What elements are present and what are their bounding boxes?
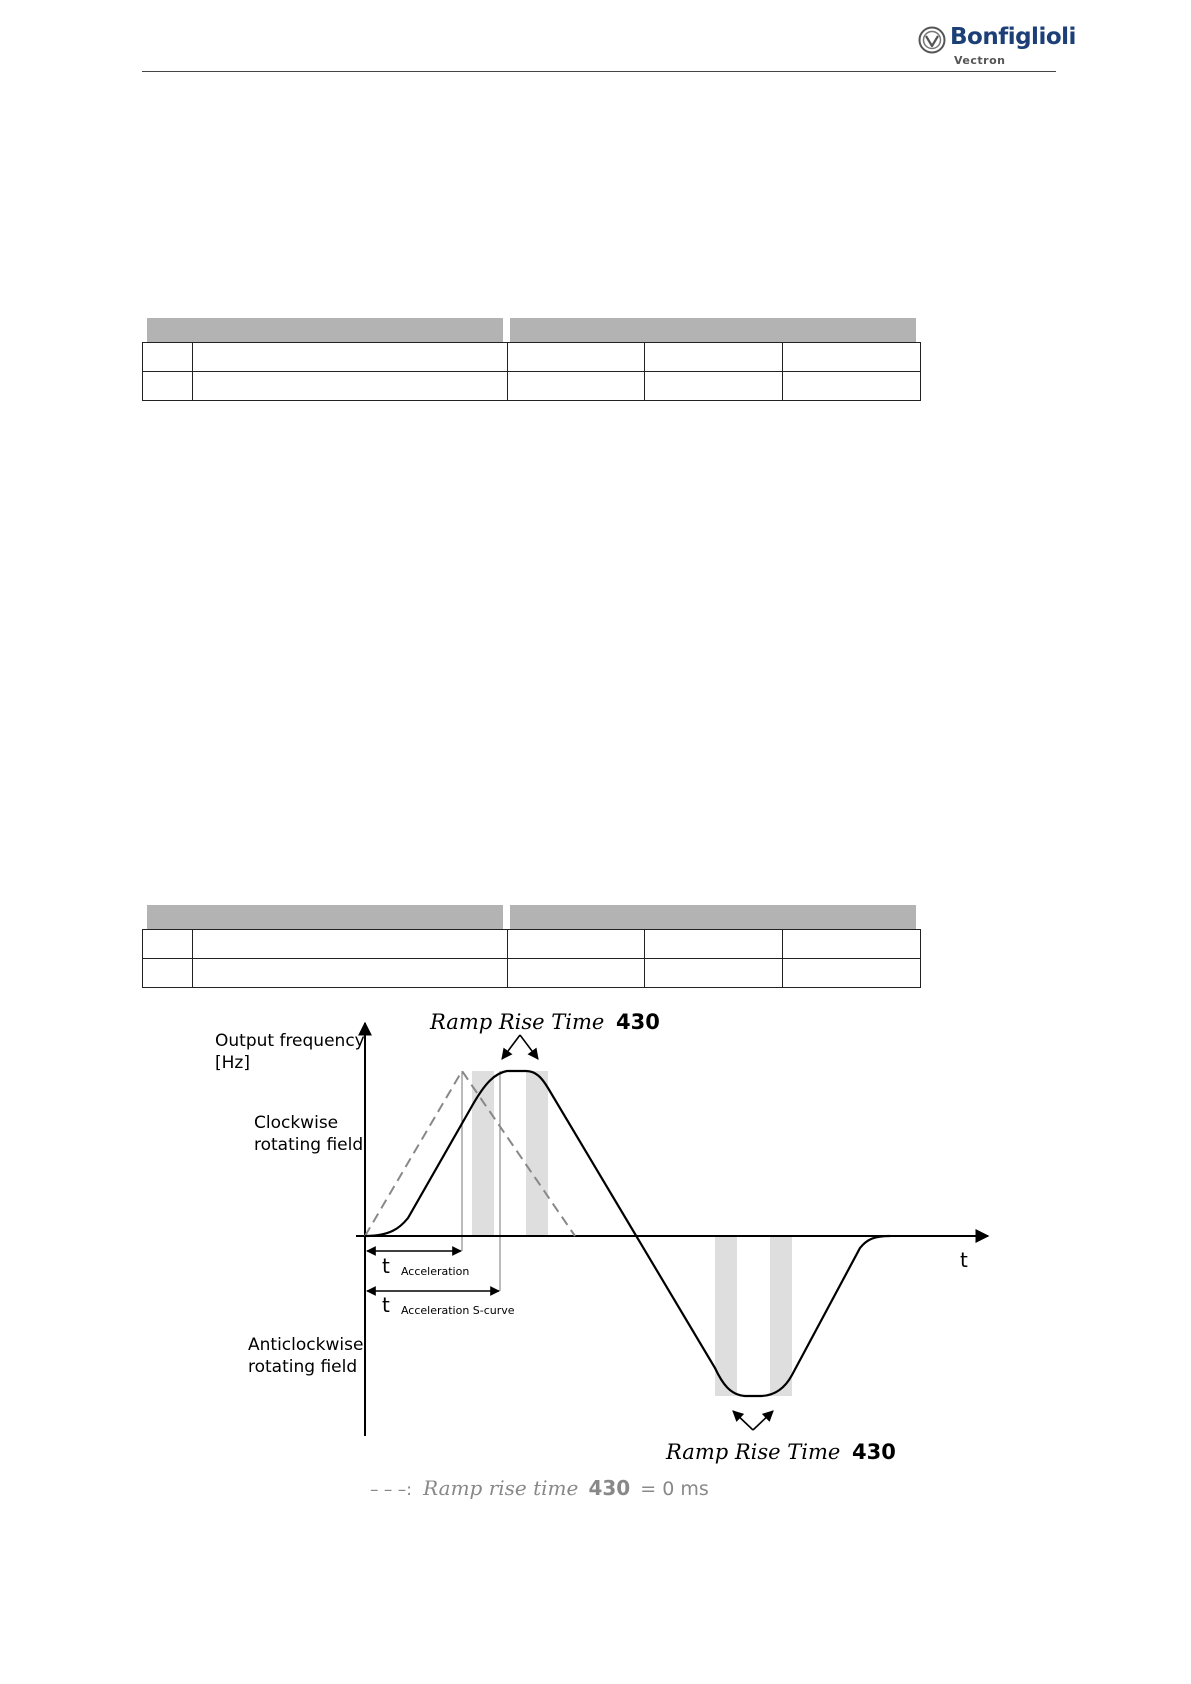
table-cell: [143, 343, 193, 372]
table-cell: [507, 930, 645, 959]
table-row: [143, 930, 921, 959]
table-body: [142, 929, 921, 988]
table-cell: [507, 959, 645, 988]
anticlockwise-label-2: rotating field: [248, 1357, 358, 1377]
t-scurve-label: [382, 1293, 515, 1317]
ramp-label-top-text: Ramp Rise Time: [430, 1010, 605, 1034]
table-body: [142, 342, 921, 401]
table-cell: [143, 930, 193, 959]
s-curve-zone: [526, 1071, 548, 1236]
t-scurve-main: t: [382, 1293, 390, 1317]
table-cell: [192, 930, 507, 959]
legend-marker: – – –:: [370, 1480, 413, 1500]
ramp-rise-time-diagram: [215, 1003, 990, 1508]
table-cell: [507, 343, 645, 372]
table-header: [142, 905, 921, 929]
clockwise-label: Clockwise: [254, 1113, 339, 1133]
table-cell: [192, 343, 507, 372]
ramp-label-top-num: 430: [616, 1010, 660, 1034]
ramp-label-bottom-text: Ramp Rise Time: [666, 1440, 841, 1464]
s-curve-zone: [472, 1071, 494, 1236]
table-header-right: [510, 905, 916, 929]
table-cell: [192, 372, 507, 401]
table-cell: [143, 372, 193, 401]
x-axis-label: t: [960, 1248, 968, 1272]
table-cell: [783, 372, 921, 401]
ramp-label-bottom-num: 430: [852, 1440, 896, 1464]
ramp-bottom-arrow-right: [753, 1411, 773, 1430]
table-cell: [645, 930, 783, 959]
table-cell: [192, 959, 507, 988]
s-curve-zone: [715, 1236, 737, 1396]
table-header-left: [147, 318, 503, 342]
t-acceleration-sub: Acceleration: [400, 1265, 470, 1278]
s-curve-output-frequency: [365, 1071, 890, 1396]
s-curve-zone: [770, 1236, 792, 1396]
ramp-top-arrow-right: [520, 1035, 538, 1059]
legend-num: 430: [588, 1476, 631, 1500]
legend-entry: [370, 1476, 709, 1500]
ramp-rise-time-label-bottom: [665, 1440, 896, 1464]
table-cell: [645, 372, 783, 401]
ramp-top-arrow-left: [502, 1035, 520, 1059]
anticlockwise-label: Anticlockwise: [248, 1335, 364, 1355]
table-cell: [143, 959, 193, 988]
y-axis-label: Output frequency: [215, 1031, 365, 1051]
table-cell: [645, 343, 783, 372]
table-cell: [507, 372, 645, 401]
table-header: [142, 318, 921, 342]
table-cell: [645, 959, 783, 988]
table-cell: [783, 959, 921, 988]
parameter-table-2: [142, 905, 921, 929]
t-scurve-sub: Acceleration S-curve: [400, 1304, 515, 1317]
logo-sub-brand-text: Vectron: [954, 54, 1006, 67]
t-acceleration-label: [382, 1254, 469, 1278]
s-curve-zones: [472, 1071, 792, 1396]
table-header-right: [510, 318, 916, 342]
company-logo: [918, 24, 1076, 70]
ramp-rise-time-label-top: [429, 1010, 660, 1034]
y-axis-unit: [Hz]: [215, 1053, 250, 1073]
t-acceleration-main: t: [382, 1254, 390, 1278]
ramp-bottom-arrow-left: [733, 1411, 753, 1430]
clockwise-label-2: rotating field: [254, 1135, 364, 1155]
legend-text: Ramp rise time: [423, 1476, 579, 1500]
table-cell: [783, 343, 921, 372]
table-cell: [783, 930, 921, 959]
logo-brand-text: Bonfiglioli: [950, 24, 1076, 50]
table-row: [143, 959, 921, 988]
bonfiglioli-emblem-icon: [918, 26, 946, 54]
header-divider: [142, 71, 1056, 72]
table-header-left: [147, 905, 503, 929]
parameter-table-1: [142, 318, 921, 342]
table-row: [143, 372, 921, 401]
legend-value: = 0 ms: [640, 1478, 709, 1500]
table-row: [143, 343, 921, 372]
